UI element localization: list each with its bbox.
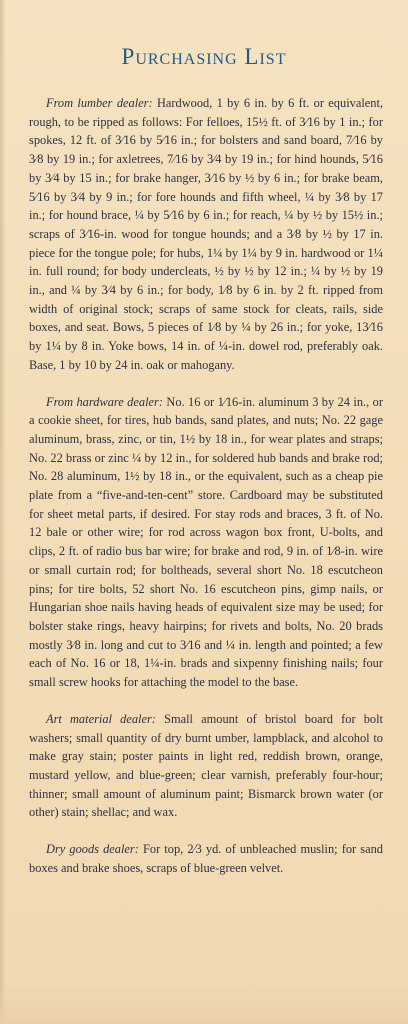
section-hardware-dealer [29, 393, 383, 692]
page-edge-shadow [0, 0, 6, 1024]
section-dry-goods-dealer [29, 840, 383, 877]
purchasing-list-body [29, 94, 383, 877]
section-lead: Art material dealer: [46, 711, 156, 726]
section-lead: From hardware dealer: [46, 394, 163, 409]
section-lead: From lumber dealer: [46, 96, 153, 110]
page-bottom-shade [0, 982, 408, 1024]
section-lead: Dry goods dealer: [46, 842, 139, 857]
section-text: Small amount of bristol board for bolt washers; small quantity of dry burnt umber, lampblack, and alcohol to make gray stain; poster paints in light red, reddish brown, orange, mustard yellow, and blue-green; clear varnish, preferably four-hour; thinner; small amount of aluminum paint; Bismarck brown water (or other) stain; shellac; and wax. [29, 711, 383, 820]
section-text: Hardwood, 1 by 6 in. by 6 ft. or equivalent, rough, to be ripped as follows: For felloes, 15½ ft. of 3⁄16 by 1 in.; for spokes, 12 ft. of 3⁄16 by 5⁄16 in.; for bolsters and sand board, 7⁄16 by 3⁄8 by 19 in.; for axletrees, 7⁄16 by 3⁄4 by 19 in.; for hind hounds, 5⁄16 by 3⁄4 by 15 in.; for brake hanger, 3⁄16 by ½ by 6 in.; for brake beam, 5⁄16 by 3⁄4 by 9 in.; for fore hounds and fifth wheel, ¼ by 3⁄8 by 17 in.; for hound brace, ¼ by 5⁄16 by 6 in.; for reach, ¼ by ½ by 15½ in.; scraps of 3⁄16-in. wood for tongue hounds; and a 3⁄8 by ½ by 17 in. piece for the tongue pole; for hubs, 1¼ by 1¼ by 9 in. hardwood or 1¼ in. full round; for body undercleats, ½ by ½ by 12 in.; ¼ by ½ by 19 in., and ¼ by 3⁄4 by 6 in.; for body, 1⁄8 by 6 in. by 2 ft. ripped from width of original stock; scraps of same stock for cleats, rails, side boxes, and seat. Bows, 5 pieces of 1⁄8 by ¼ by 26 in.; for yoke, 13⁄16 by 1¼ by 8 in. Yoke bows, 14 in. of ¼-in. dowel rod, preferably oak. Base, 1 by 10 by 24 in. oak or mahogany. [29, 96, 384, 372]
section-lumber-dealer [29, 94, 383, 375]
section-text: For top, 2⁄3 yd. of unbleached muslin; for sand boxes and brake shoes, scraps of blue-green velvet. [29, 842, 383, 875]
section-art-material-dealer [29, 710, 383, 822]
page-title: Purchasing List [121, 44, 287, 69]
section-text: No. 16 or 1⁄16-in. aluminum 3 by 24 in., or a cookie sheet, for tires, hub bands, sand plates, and nuts; No. 22 gage aluminum, brass, zinc, or tin, 1½ by 18 in., for wear plates and straps; No. 22 brass or zinc ¼ by 12 in., for soldered hub bands and brake rod; No. 28 aluminum, 1½ by 18 in., or the equivalent, such as a cheap pie plate from a “five-and-ten-cent” store. Cardboard may be substituted for sheet metal parts, if desired. For stay rods and braces, 3 ft. of No. 12 bale or other wire; for rod across wagon box front, U-bolts, and clips, 2 ft. of radio bus bar wire; for brake and rod, 9 in. of 1⁄8-in. wire or small curtain rod; for boltheads, several short No. 18 escutcheon pins; for tire bolts, 52 short No. 16 escutcheon pins, gimp nails, or Hungarian shoe nails having heads of equivalent size may be used; for bolster stake rings, heavy hairpins; for rivets and bolts, No. 20 brads mostly 3⁄8 in. long and cut to 3⁄16 and ¼ in. length and pointed; a few each of No. 16 or 18, 1¼-in. brads and sixpenny finishing nails; four small screw hooks for attaching the model to the base. [29, 394, 383, 690]
